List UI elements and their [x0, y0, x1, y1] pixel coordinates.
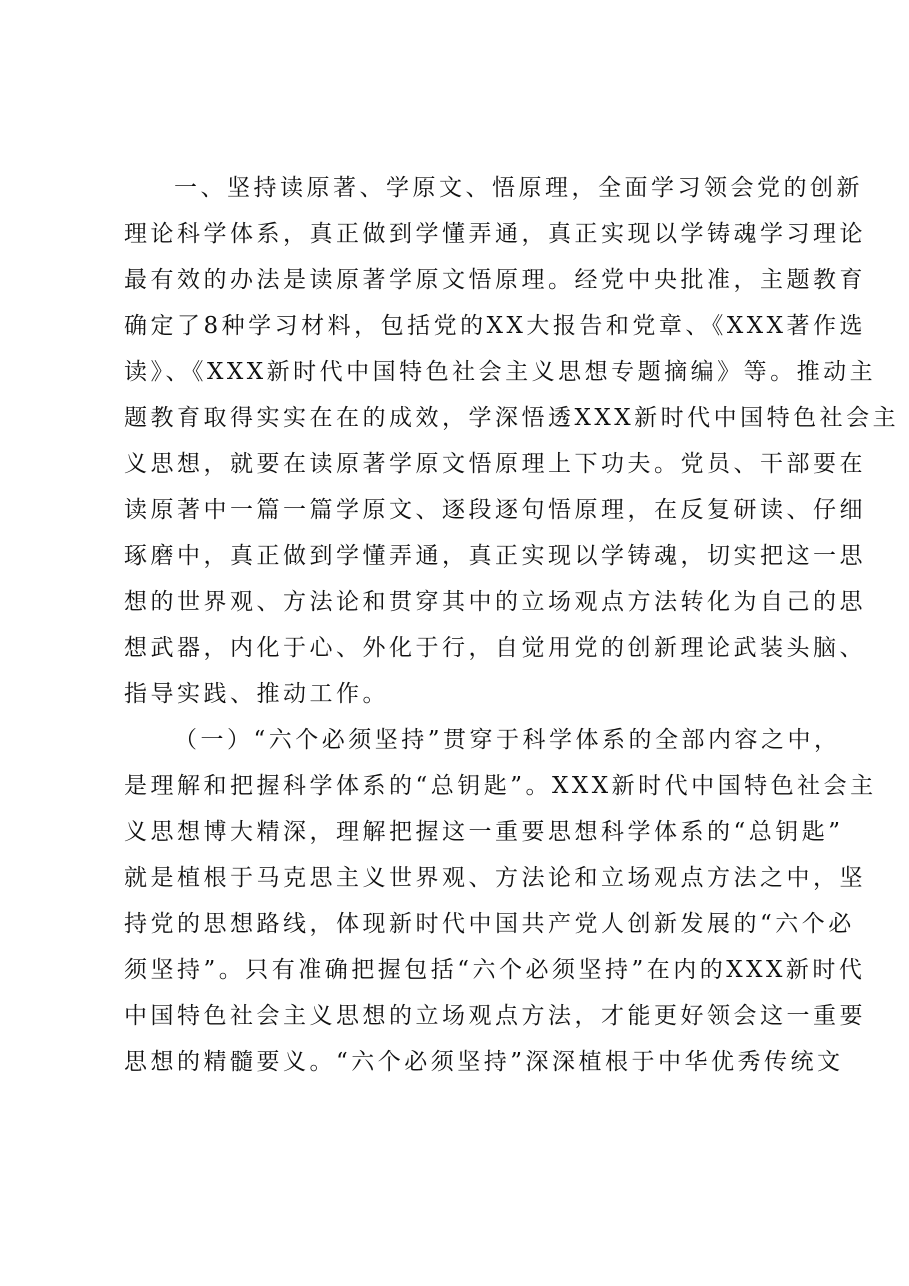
paragraph-1-line-2: 理论科学体系，真正做到学懂弄通，真正实现以学铸魂学习理论	[124, 221, 866, 247]
paragraph-2-line-6: 须坚持”。只有准确把握包括“六个必须坚持”在内的XXX新时代	[124, 957, 866, 983]
paragraph-2-line-4: 就是植根于马克思主义世界观、方法论和立场观点方法之中，坚	[124, 865, 866, 891]
paragraph-1-line-9: 琢磨中，真正做到学懂弄通，真正实现以学铸魂，切实把这一思	[124, 543, 866, 569]
paragraph-1-line-4: 确定了8种学习材料，包括党的XX大报告和党章、《XXX著作选	[124, 313, 867, 339]
paragraph-1-line-11: 想武器，内化于心、外化于行，自觉用党的创新理论武装头脑、	[124, 635, 866, 661]
paragraph-2-line-3: 义思想博大精深，理解把握这一重要思想科学体系的“总钥匙”	[124, 819, 844, 845]
paragraph-1-line-1: 一、坚持读原著、学原文、悟原理，全面学习领会党的创新	[174, 175, 863, 201]
paragraph-2-line-8: 思想的精髓要义。“六个必须坚持”深深植根于中华优秀传统文	[124, 1049, 844, 1075]
paragraph-1-line-5: 读》、《XXX新时代中国特色社会主义思想专题摘编》等。推动主	[124, 359, 877, 385]
paragraph-1-line-8: 读原著中一篇一篇学原文、逐段逐句悟原理，在反复研读、仔细	[124, 497, 866, 523]
paragraph-1-line-6: 题教育取得实实在在的成效，学深悟透XXX新时代中国特色社会主	[124, 405, 900, 431]
paragraph-2-line-7: 中国特色社会主义思想的立场观点方法，才能更好领会这一重要	[124, 1003, 866, 1029]
paragraph-2-line-2: 是理解和把握科学体系的“总钥匙”。XXX新时代中国特色社会主	[124, 773, 877, 799]
paragraph-2-line-1: （一）“六个必须坚持”贯穿于科学体系的全部内容之中，	[174, 727, 841, 753]
paragraph-1-line-10: 想的世界观、方法论和贯穿其中的立场观点方法转化为自己的思	[124, 589, 866, 615]
paragraph-1-line-7: 义思想，就要在读原著学原文悟原理上下功夫。党员、干部要在	[124, 451, 866, 477]
paragraph-1-line-12: 指导实践、推动工作。	[124, 681, 389, 707]
paragraph-1-line-3: 最有效的办法是读原著学原文悟原理。经党中央批准，主题教育	[124, 267, 866, 293]
paragraph-2-line-5: 持党的思想路线，体现新时代中国共产党人创新发展的“六个必	[124, 911, 855, 937]
